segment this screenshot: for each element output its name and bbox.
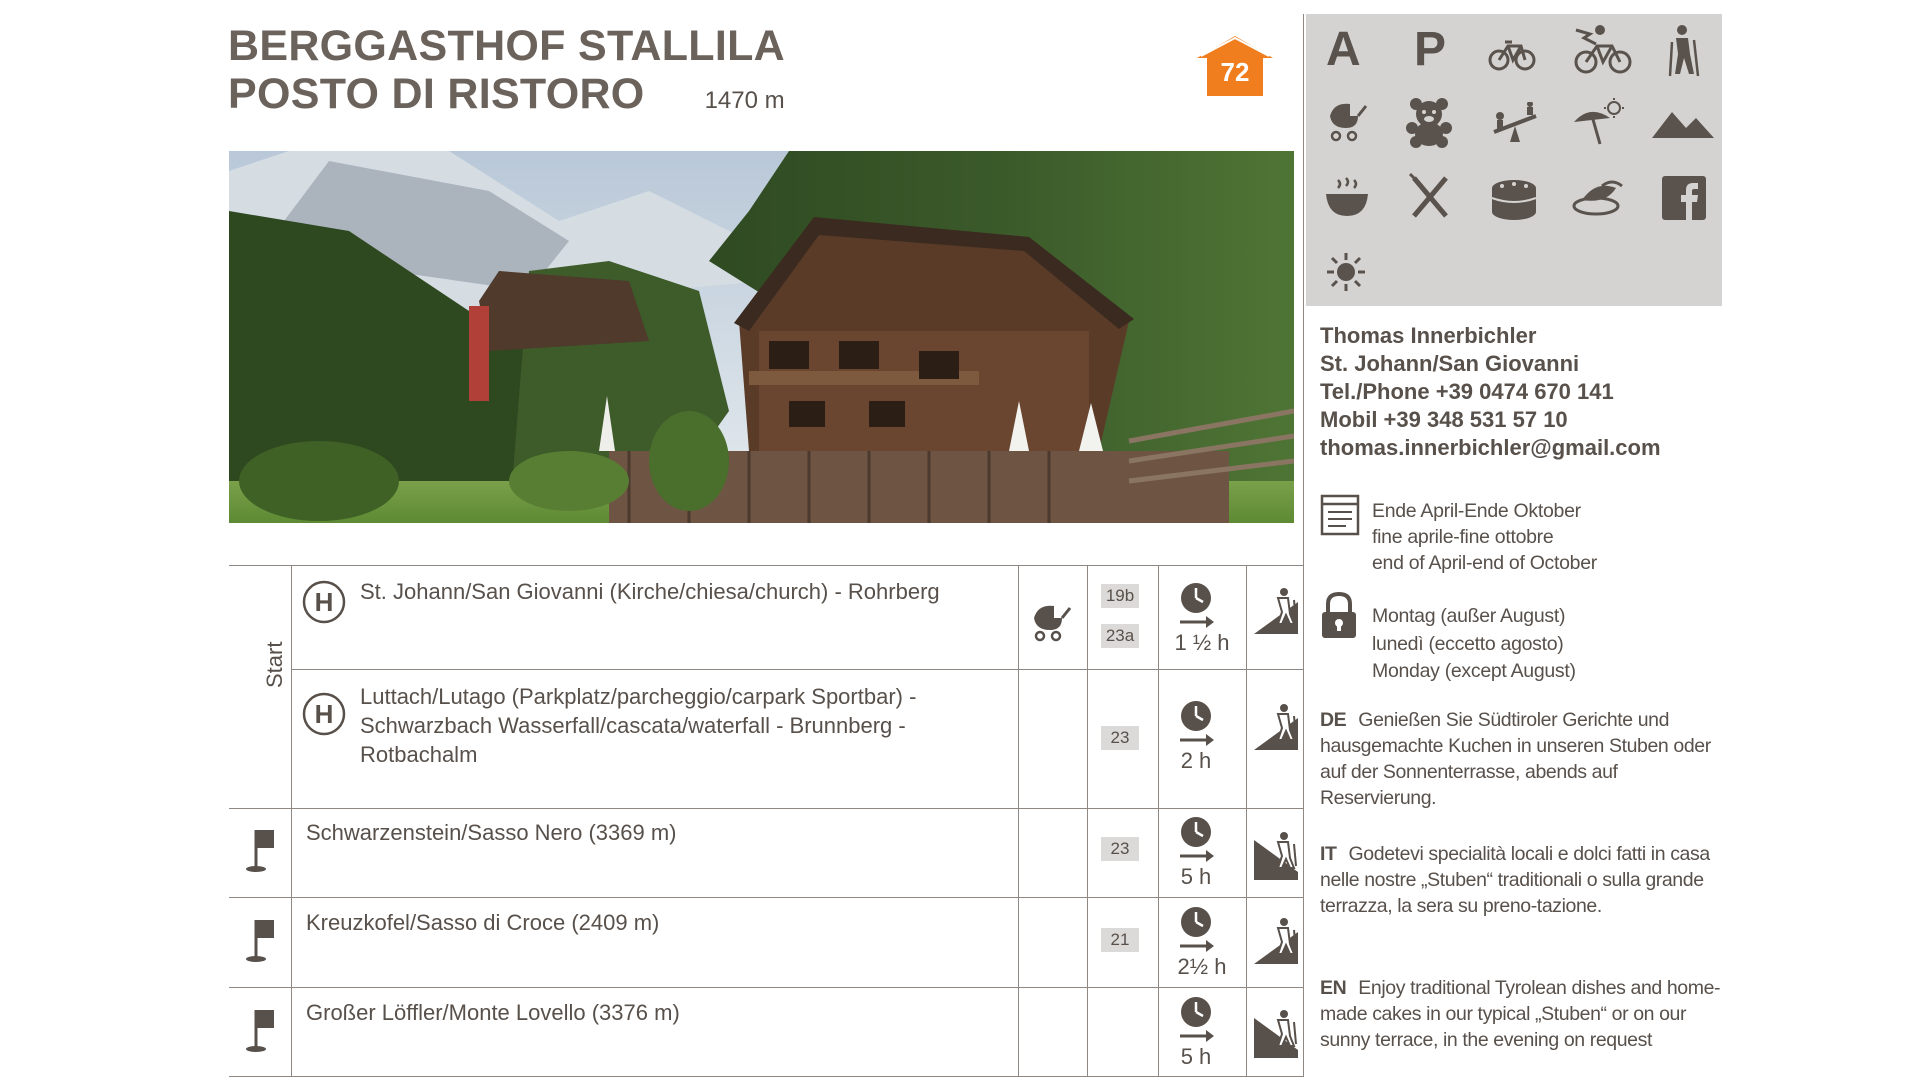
teddy-bear-icon [1404,96,1454,148]
closed-de: Montag (außer August) [1372,605,1566,627]
sun-icon [1326,252,1366,292]
uphill-hiker-icon [1254,704,1298,750]
title-line-2 [228,70,785,125]
description-it-text: Godetevi specialità locali e dolci fatti in casa nelle nostre „Stuben“ traditionali o sulla grande terrazza, la sera su preno-tazione. [1320,843,1710,917]
season-en: end of April-end of October [1372,552,1597,574]
summit-flag-icon [244,1006,276,1052]
clock-icon [1178,700,1214,746]
uphill-hiker-icon [1254,918,1298,964]
lock-icon [1320,592,1358,640]
title-line-1: BERGGASTHOF STALLILA [228,22,786,70]
lang-label-it: IT [1320,843,1337,865]
season-it: fine aprile-fine ottobre [1372,526,1554,548]
p-icon: P [1414,23,1447,76]
contact-name: Thomas Innerbichler [1320,323,1537,348]
bicycle-icon [1488,28,1536,76]
steep-uphill-hiker-icon [1254,832,1298,880]
clock-icon [1178,906,1214,952]
a-icon: A [1326,23,1361,76]
seesaw-icon [1490,102,1540,144]
sweets-icon [1572,178,1624,218]
badge-number: 72 [1220,57,1250,87]
season-block [1372,498,1597,576]
closed-en: Monday (except August) [1372,660,1576,682]
description-en [1320,975,1725,1053]
stroller-icon [1324,98,1370,144]
summit-flag-icon [244,826,276,872]
altitude: 1470 m [704,87,785,114]
route-row-3-text: Schwarzenstein/Sasso Nero (3369 m) [306,820,677,845]
cake-icon [1490,176,1538,220]
contact-phone[interactable]: Tel./Phone +39 0474 670 141 [1320,379,1614,404]
duration: 5 h [1180,1044,1212,1069]
uphill-hiker-icon [1254,588,1298,634]
description-it [1320,841,1725,919]
duration: 5 h [1180,864,1212,889]
svg-text:H: H [314,699,334,729]
trail-tag: 23 [1101,726,1139,750]
mountains-icon [1652,110,1714,138]
trail-tag: 23 [1101,837,1139,861]
description-en-text: Enjoy traditional Tyrolean dishes and home-made cakes in our typical „Stuben“ or on our sunny terrace, in the evening on request [1320,977,1721,1051]
trail-tag: 23a [1101,624,1139,648]
svg-text:H: H [314,587,334,617]
sun-umbrella-icon [1572,98,1624,146]
bus-stop-icon [302,580,346,624]
route-row-5-text: Großer Löffler/Monte Lovello (3376 m) [306,1000,680,1025]
page-title [228,22,785,125]
duration: 2½ h [1177,954,1227,979]
contact-place: St. Johann/San Giovanni [1320,351,1580,376]
description-de-text: Genießen Sie Südtiroler Gerichte und hausgemachte Kuchen in unseren Stuben oder auf der Sonnenterrasse, abends auf Reservierung. [1320,709,1711,809]
route-row-4-text: Kreuzkofel/Sasso di Croce (2409 m) [306,910,660,935]
summit-flag-icon [244,916,276,962]
closed-block [1372,603,1576,686]
ebike-icon [1570,24,1636,78]
photo-guesthouse [229,151,1294,523]
clock-icon [1178,816,1214,862]
trail-tag: 19b [1101,584,1139,608]
contact-mobile[interactable]: Mobil +39 348 531 57 10 [1320,407,1568,432]
trail-tag: 21 [1101,928,1139,952]
fork-knife-icon [1408,172,1452,220]
stroller-icon [1028,600,1074,642]
season-de: Ende April-Ende Oktober [1372,500,1581,522]
closed-it: lunedì (eccetto agosto) [1372,632,1564,655]
hiker-icon [1662,24,1702,78]
route-row-2-text: Luttach/Lutago (Parkplatz/parcheggio/carpark Sportbar) - Schwarzbach Wasserfall/cascata/waterfall - Brunnberg - Rotbachalm [360,684,917,767]
facebook-icon[interactable] [1662,176,1706,220]
lang-label-de: DE [1320,709,1347,731]
bus-stop-icon [302,692,346,736]
route-row-1-text: St. Johann/San Giovanni (Kirche/chiesa/church) - Rohrberg [360,579,940,604]
lang-label-en: EN [1320,977,1347,999]
description-de [1320,707,1725,811]
contact-email[interactable]: thomas.innerbichler@gmail.com [1320,435,1661,460]
clock-icon [1178,582,1214,628]
duration: 2 h [1180,748,1212,773]
clock-icon [1178,996,1214,1042]
start-label: Start [262,641,287,688]
title-line-2-text: POSTO DI RISTORO [228,70,645,118]
duration: 1 ½ h [1174,630,1230,655]
steep-uphill-hiker-icon [1254,1010,1298,1058]
contact-block [1320,322,1661,462]
calendar-icon [1320,492,1360,536]
soup-bowl-icon [1324,176,1370,218]
